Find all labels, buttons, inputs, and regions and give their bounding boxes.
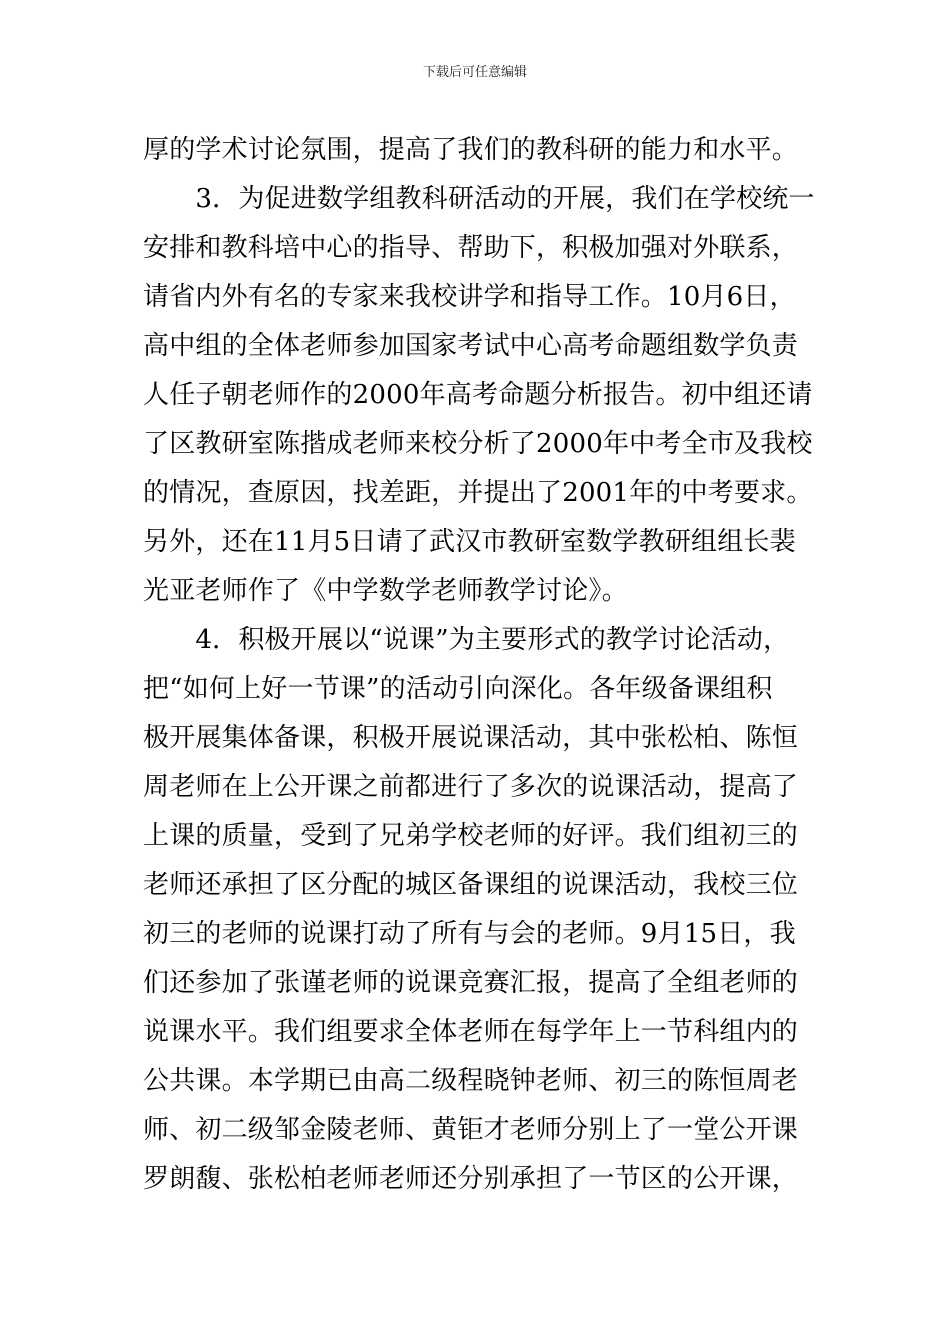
text-line: 说课水平。我们组要求全体老师在每学年上一节科组内的 [143,1017,799,1047]
paragraph [143,175,815,616]
text-line: 另外，还在11月5日请了武汉市教研室数学教研组组长裴 [143,527,796,557]
text-line: 的情况，查原因，找差距，并提出了2001年的中考要求。 [143,478,813,508]
text-line: 安排和教科培中心的指导、帮助下，积极加强对外联系， [143,233,799,263]
text-line: 3．为促进数学组教科研活动的开展，我们在学校统一 [143,184,815,214]
text-line: 极开展集体备课，积极开展说课活动，其中张松柏、陈恒 [143,723,799,753]
text-line: 人任子朝老师作的2000年高考命题分析报告。初中组还请 [143,380,813,410]
text-line: 老师还承担了区分配的城区备课组的说课活动，我校三位 [143,870,799,900]
text-line: 4．积极开展以“说课”为主要形式的教学讨论活动， [143,625,790,655]
text-line: 把“如何上好一节课”的活动引向深化。各年级备课组积 [143,674,773,704]
text-line: 了区教研室陈揩成老师来校分析了2000年中考全市及我校 [143,429,813,459]
text-line: 光亚老师作了《中学数学老师教学讨论》。 [143,576,628,606]
paragraph [143,126,815,175]
text-line: 公共课。本学期已由高二级程晓钟老师、初三的陈恒周老 [143,1066,799,1096]
text-line: 们还参加了张谨老师的说课竞赛汇报，提高了全组老师的 [143,968,799,998]
text-line: 周老师在上公开课之前都进行了多次的说课活动，提高了 [143,772,799,802]
text-line: 请省内外有名的专家来我校讲学和指导工作。10月6日， [143,282,796,312]
text-line: 上课的质量，受到了兄弟学校老师的好评。我们组初三的 [143,821,799,851]
paragraph [143,616,815,1204]
text-line: 初三的老师的说课打动了所有与会的老师。9月15日，我 [143,919,796,949]
page-header: 下载后可任意编辑 [422,65,527,80]
text-line: 师、初二级邹金陵老师、黄钜才老师分别上了一堂公开课 [143,1115,799,1145]
text-line: 罗朗馥、张松柏老师老师还分别承担了一节区的公开课， [143,1164,799,1194]
text-line: 厚的学术讨论氛围，提高了我们的教科研的能力和水平。 [143,135,799,165]
text-line: 高中组的全体老师参加国家考试中心高考命题组数学负责 [143,331,799,361]
document-body [143,126,815,1204]
